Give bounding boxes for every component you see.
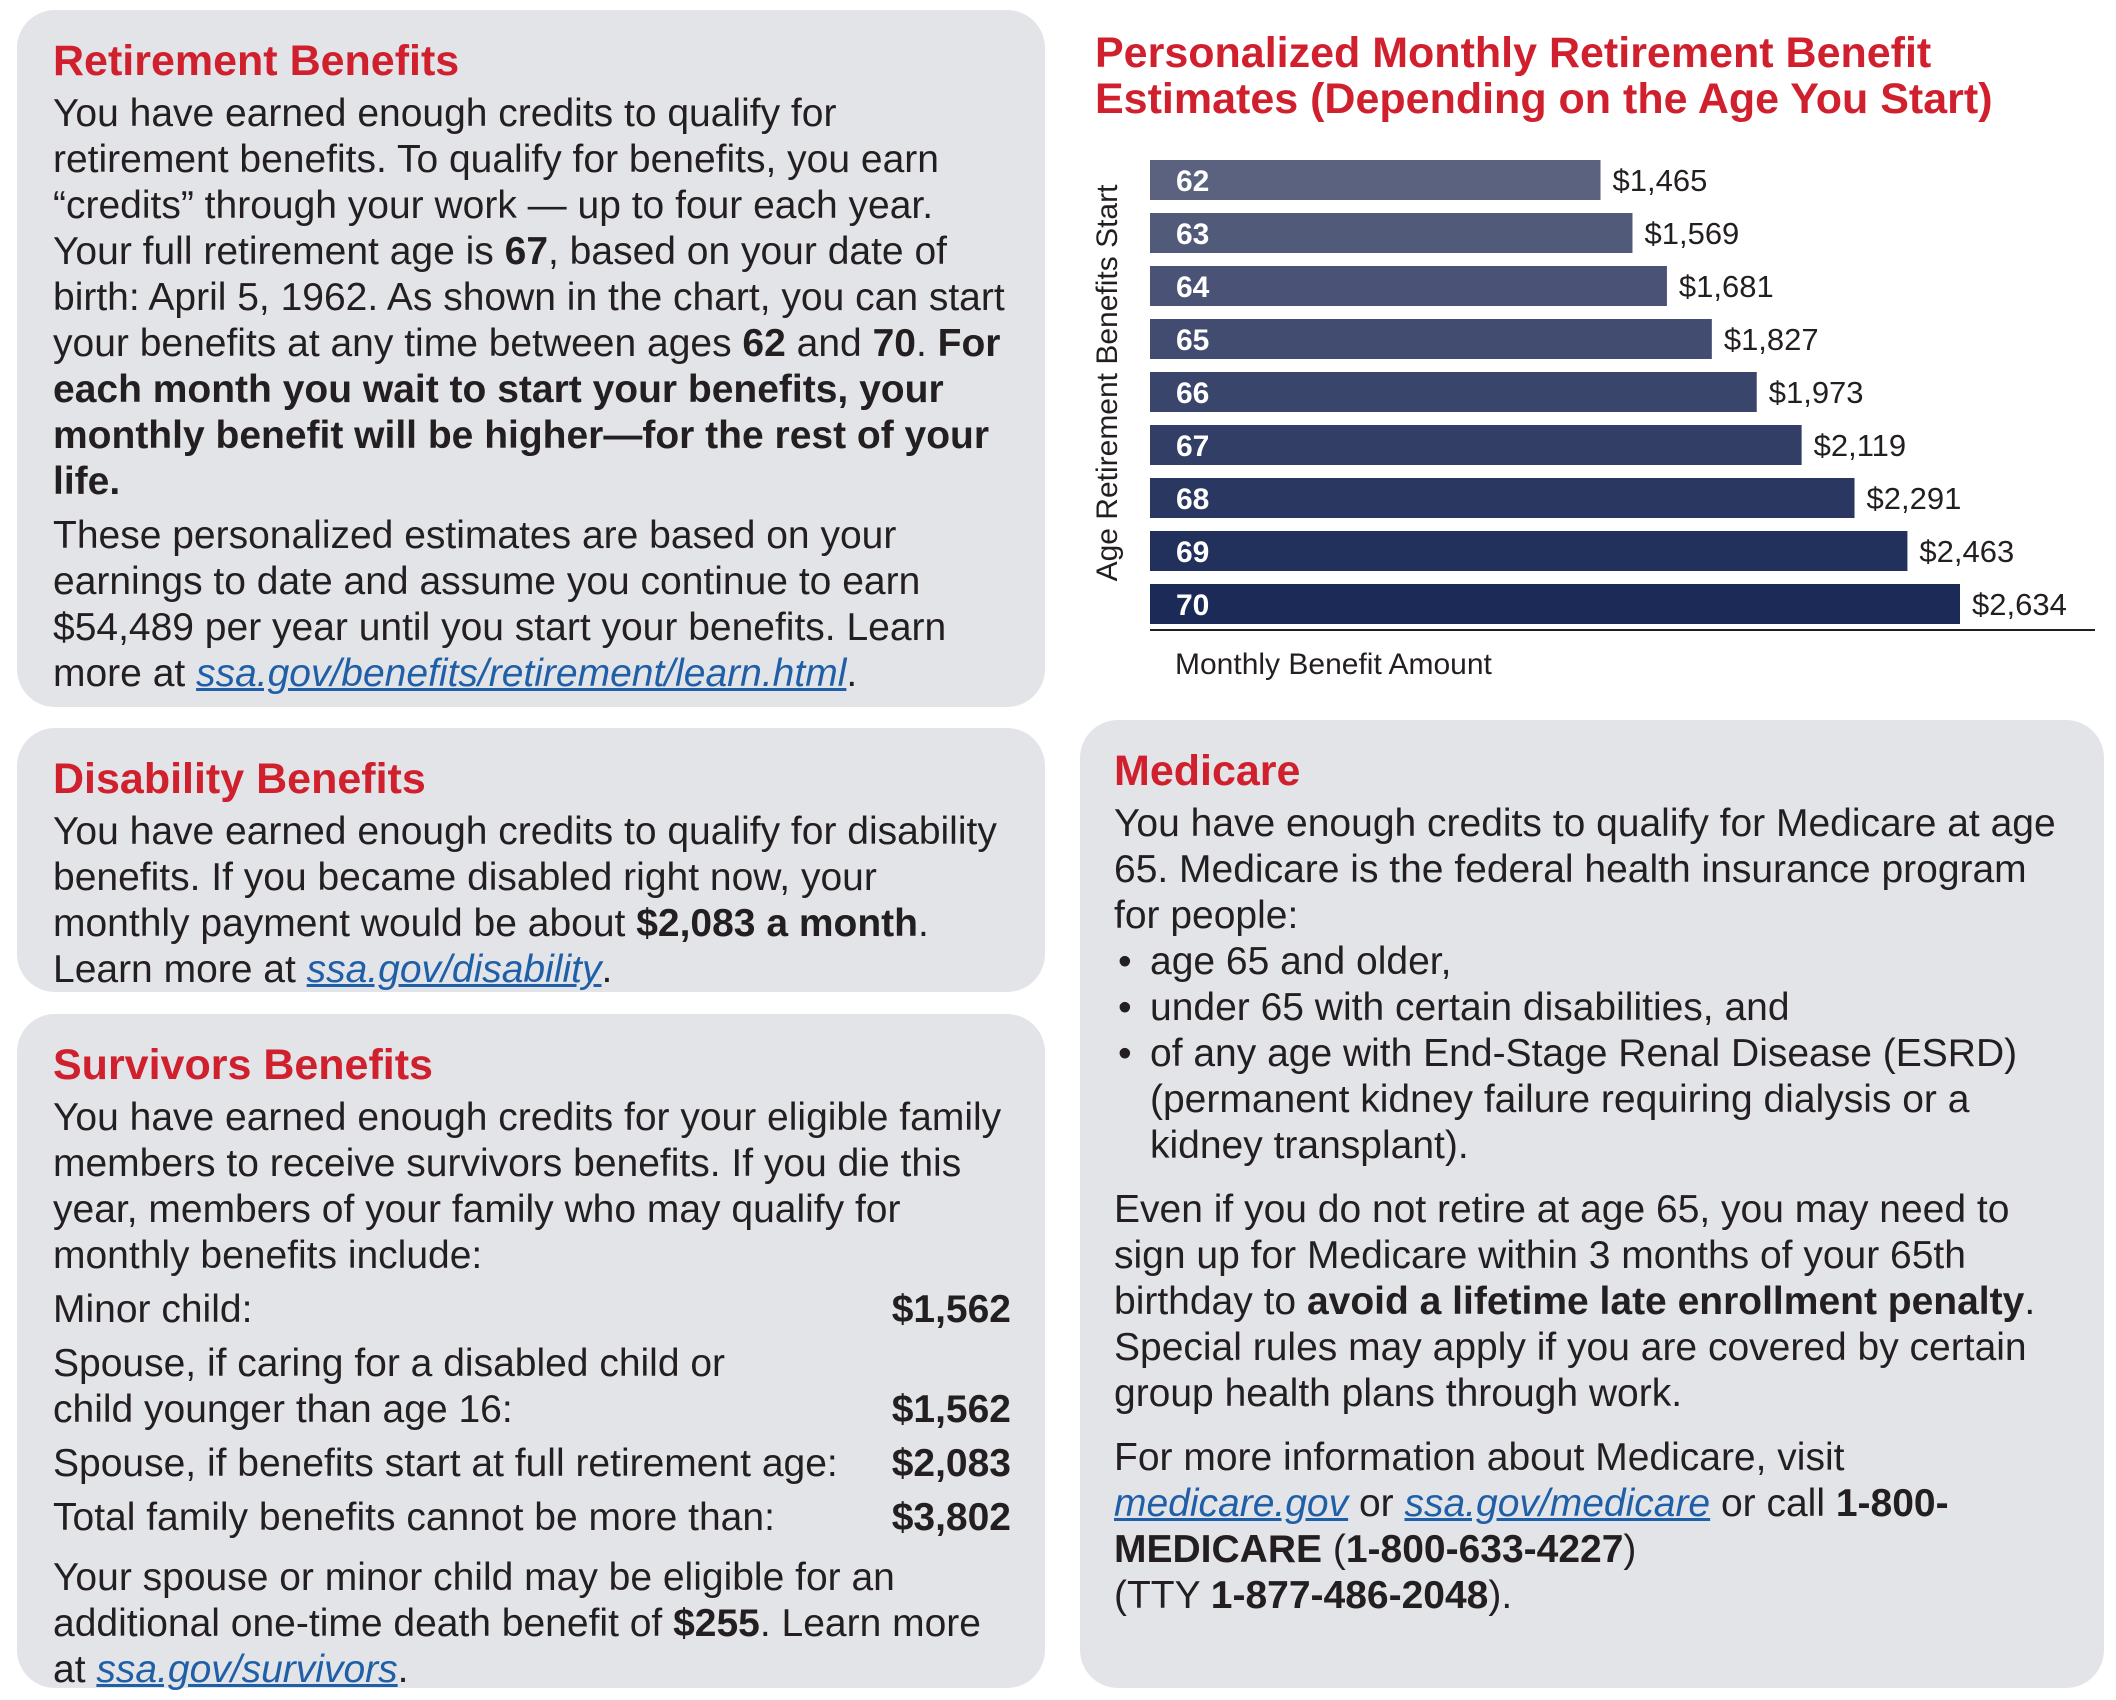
retirement-estimate-text: These personalized estimates are based on your earnings to date and assume you continue to earn $54,489 per year until you start your benefits. Learn more at ssa.gov/benefits/retirement/learn.html. bbox=[53, 514, 947, 696]
retirement-benefits-card bbox=[17, 10, 1045, 707]
survivors-intro: You have earned enough credits for your eligible family members to receive survivors benefits. If you die this year, members of your family who may qualify for monthly benefits include: bbox=[53, 1096, 1002, 1278]
tty-number: 1-877-486-2048 bbox=[1210, 1574, 1489, 1618]
list-item: • under 65 with certain disabilities, and bbox=[1114, 985, 2070, 1031]
bar-value-label: $2,463 bbox=[1919, 534, 2015, 569]
bar-age-62 bbox=[1150, 160, 1601, 200]
bar-category-label: 66 bbox=[1176, 377, 1210, 410]
retirement-title: Retirement Benefits bbox=[53, 37, 460, 85]
full-retirement-age: 67 bbox=[504, 230, 549, 274]
disability-link[interactable]: ssa.gov/disability bbox=[306, 948, 602, 992]
bar-category-label: 70 bbox=[1176, 589, 1210, 622]
disability-text: You have earned enough credits to qualify for disability benefits. If you became disabled right now, your monthly payment would be about $2,083 a month. Learn more at ssa.gov/disability. bbox=[53, 810, 997, 992]
bar-age-64 bbox=[1150, 266, 1667, 306]
bar-category-label: 63 bbox=[1176, 218, 1210, 251]
list-item: • of any age with End-Stage Renal Disease (ESRD) (permanent kidney failure requiring dialysis or a kidney transplant). bbox=[1114, 1031, 2070, 1169]
bar-age-63 bbox=[1150, 213, 1632, 253]
retirement-learn-link[interactable]: ssa.gov/benefits/retirement/learn.html bbox=[196, 652, 847, 696]
bar-category-label: 68 bbox=[1176, 483, 1210, 516]
bar-age-69 bbox=[1150, 531, 1907, 571]
bar-value-label: $2,119 bbox=[1813, 428, 1907, 463]
retirement-credits-text: You have earned enough credits to qualify for retirement benefits. To qualify for benefits, you earn “credits” through your work — up to four each year. bbox=[53, 92, 939, 228]
survivors-link[interactable]: ssa.gov/survivors bbox=[96, 1648, 398, 1692]
death-benefit-amount: $255 bbox=[673, 1602, 760, 1646]
bar-value-label: $2,634 bbox=[1972, 587, 2067, 622]
medicare-phone: 1-800-MEDICARE bbox=[1114, 1482, 1949, 1572]
medicare-enrollment-text: Even if you do not retire at age 65, you may need to sign up for Medicare within 3 months of your 65th birthday to avoid a lifetime late enrollment penalty. Special rules may apply if you are covered by certain group health plans through work. bbox=[1114, 1188, 2036, 1416]
bar-age-66 bbox=[1150, 372, 1757, 412]
medicare-title: Medicare bbox=[1114, 747, 1301, 795]
medicare-phone-number: 1-800-633-4227 bbox=[1345, 1528, 1624, 1572]
disability-benefits-card bbox=[17, 728, 1045, 992]
bar-category-label: 67 bbox=[1176, 430, 1210, 463]
bar-category-label: 69 bbox=[1176, 536, 1210, 569]
survivors-benefits-card bbox=[17, 1014, 1045, 1692]
bar-value-label: $1,681 bbox=[1678, 269, 1774, 304]
list-item: • age 65 and older, bbox=[1114, 939, 2070, 985]
survivor-row-spouse-fra: Spouse, if benefits start at full retirement age: $2,083 bbox=[53, 1442, 1011, 1486]
bar-age-65 bbox=[1150, 319, 1712, 359]
medicare-gov-link[interactable]: medicare.gov bbox=[1114, 1482, 1349, 1526]
chart-x-axis-label: Monthly Benefit Amount bbox=[1175, 648, 1492, 681]
disability-amount: $2,083 a month bbox=[636, 902, 918, 946]
bar-value-label: $1,465 bbox=[1612, 163, 1708, 198]
bar-category-label: 64 bbox=[1176, 271, 1210, 304]
bar-value-label: $1,827 bbox=[1723, 322, 1819, 357]
survivors-title: Survivors Benefits bbox=[53, 1041, 433, 1089]
bar-value-label: $1,973 bbox=[1768, 375, 1864, 410]
death-benefit-text: Your spouse or minor child may be eligible for an additional one-time death benefit of $255. Learn more at ssa.gov/survivors. bbox=[53, 1556, 981, 1692]
bar-category-label: 65 bbox=[1176, 324, 1210, 357]
bar-age-67 bbox=[1150, 425, 1802, 465]
retirement-age-text: Your full retirement age is 67, based on your date of birth: April 5, 1962. As shown in the chart, you can start your benefits at any time between ages 62 and 70. For each month you wait to start your benefits, your monthly benefit will be higher—for the rest of your life. bbox=[53, 230, 1005, 504]
medicare-eligibility-list bbox=[1114, 939, 2070, 1169]
survivor-row-minor-child: Minor child: $1,562 bbox=[53, 1288, 1011, 1332]
wait-highlight: For each month you wait to start your benefits, your monthly benefit will be higher—for the rest of your life. bbox=[53, 322, 1001, 504]
chart-y-axis-label: Age Retirement Benefits Start bbox=[1091, 184, 1124, 582]
chart-title: Personalized Monthly Retirement Benefit Estimates (Depending on the Age You Start) bbox=[1095, 29, 1993, 123]
medicare-intro: You have enough credits to qualify for Medicare at age 65. Medicare is the federal health insurance program for people: bbox=[1114, 802, 2056, 938]
survivor-row-spouse-caring: Spouse, if caring for a disabled child or child younger than age 16: $1,562 bbox=[53, 1342, 1011, 1432]
bar-value-label: $2,291 bbox=[1866, 481, 1962, 516]
survivor-row-family-max: Total family benefits cannot be more than: $3,802 bbox=[53, 1496, 1011, 1540]
ssa-medicare-link[interactable]: ssa.gov/medicare bbox=[1404, 1482, 1711, 1526]
bar-value-label: $1,569 bbox=[1644, 216, 1740, 251]
late-penalty-highlight: avoid a lifetime late enrollment penalty bbox=[1306, 1280, 2025, 1324]
bar-category-label: 62 bbox=[1176, 165, 1210, 198]
medicare-contact-text: For more information about Medicare, visit medicare.gov or ssa.gov/medicare or call 1-800-MEDICARE (1-800-633-4227) (TTY 1-877-486-2048). bbox=[1114, 1436, 1949, 1618]
benefit-bar-chart bbox=[1085, 148, 2105, 688]
medicare-card bbox=[1080, 720, 2104, 1688]
bar-age-70 bbox=[1150, 584, 1960, 624]
bar-age-68 bbox=[1150, 478, 1855, 518]
disability-title: Disability Benefits bbox=[53, 755, 426, 803]
